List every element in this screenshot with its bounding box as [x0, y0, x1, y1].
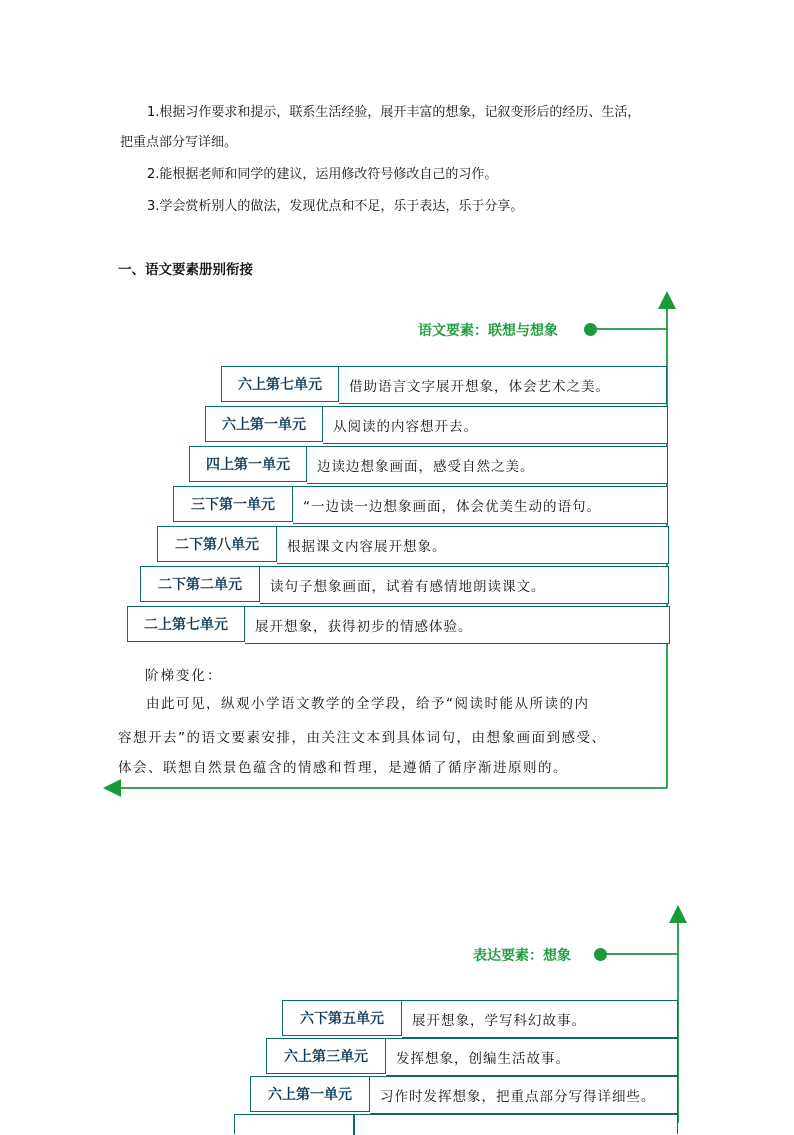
- unit-label: 六上第七单元: [221, 366, 339, 402]
- unit-label: 六上第一单元: [205, 406, 323, 442]
- goal-3: 3.学会赏析别人的做法，发现优点和不足，乐于表达，乐于分享。: [147, 199, 524, 214]
- requirement-text: 从阅读的内容想开去。: [323, 406, 668, 444]
- unit-label: 六上第一单元: [250, 1076, 370, 1112]
- unit-label: 二上第七单元: [127, 606, 245, 642]
- paragraph-line-2: 容想开去”的语文要素安排，由关注文本到具体词句，由想象画面到感受、: [118, 730, 607, 746]
- goal-2: 2.能根据老师和同学的建议，运用修改符号修改自己的习作。: [147, 167, 498, 182]
- unit-label: 二下第八单元: [157, 526, 277, 562]
- section-title: 一、语文要素册别衔接: [118, 262, 253, 278]
- requirement-text: 读句子想象画面，试着有感情地朗读课文。: [260, 566, 669, 604]
- goal-1-line-1: 1.根据习作要求和提示，联系生活经验，展开丰富的想象，记叙变形后的经历、生活，: [147, 105, 641, 120]
- unit-label: 六上第三单元: [266, 1038, 386, 1074]
- requirement-text: 展开想象，获得初步的情感体验。: [245, 606, 670, 644]
- requirement-text: 发挥想象，创编生活故事。: [386, 1038, 678, 1076]
- element-label-2: 表达要素：想象: [473, 948, 571, 964]
- row-divider: [353, 1115, 355, 1135]
- label-dot-1: [584, 323, 597, 336]
- requirement-text: 借助语言文字展开想象，体会艺术之美。: [339, 366, 667, 404]
- requirement-text: 根据课文内容展开想象。: [277, 526, 669, 564]
- requirement-text: 展开想象，学写科幻故事。: [402, 1000, 678, 1038]
- label-dot-2: [594, 948, 607, 961]
- paragraph-line-1: 由此可见，纵观小学语文教学的全学段，给予“阅读时能从所读的内: [146, 696, 590, 712]
- requirement-text: 边读边想象画面，感受自然之美。: [307, 446, 668, 484]
- paragraph-line-3: 体会、联想自然景色蕴含的情感和哲理，是遵循了循序渐进原则的。: [118, 760, 568, 776]
- unit-label: 六下第五单元: [282, 1000, 402, 1036]
- unit-label: 二下第二单元: [140, 566, 260, 602]
- element-label-1: 语文要素：联想与想象: [418, 323, 558, 339]
- goal-1-line-2: 把重点部分写详细。: [120, 135, 238, 150]
- ladder2-row-partial: [234, 1114, 678, 1134]
- requirement-text: “一边读一边想象画面，体会优美生动的语句。: [293, 486, 668, 524]
- requirement-text: 习作时发挥想象，把重点部分写得详细些。: [370, 1076, 678, 1114]
- unit-label: 四上第一单元: [189, 446, 307, 482]
- unit-label: 三下第一单元: [173, 486, 293, 522]
- ladder-change-heading: 阶梯变化：: [145, 668, 223, 684]
